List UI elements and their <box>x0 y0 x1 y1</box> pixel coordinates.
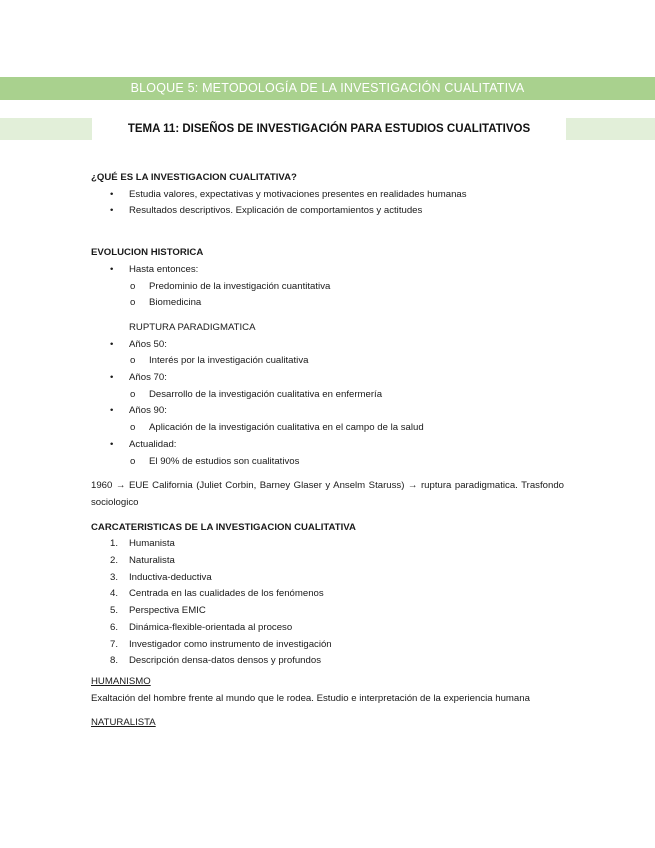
block-title-banner <box>0 77 655 100</box>
humanismo-text: Exaltación del hombre frente al mundo que le rodea. Estudio e interpretación de la experiencia humana <box>91 692 530 704</box>
historical-note: 1960 → EUE California (Juliet Corbin, Barney Glaser y Anselm Staruss) → ruptura paradigmatica. Trasfondo sociologico <box>91 480 564 508</box>
sub-list-item: o Desarrollo de la investigación cualitativa en enfermería <box>91 387 564 404</box>
numbered-item: 1. Humanista <box>110 538 175 550</box>
sub-list-item: o Biomedicina <box>91 295 564 312</box>
sub-list-item: o El 90% de estudios son cualitativos <box>91 454 564 471</box>
numbered-item: 3. Inductiva-deductiva <box>110 571 212 583</box>
section-heading-que-es: ¿QUÉ ES LA INVESTIGACION CUALITATIVA? <box>91 172 297 183</box>
numbered-item: 6. Dinámica-flexible-orientada al proceso <box>110 621 293 633</box>
topic-title: TEMA 11: DISEÑOS DE INVESTIGACIÓN PARA ESTUDIOS CUALITATIVOS <box>92 118 566 140</box>
ruptura-label: RUPTURA PARADIGMATICA <box>129 321 256 333</box>
list-item: • Actualidad: <box>91 437 564 454</box>
list-item: • Hasta entonces: <box>91 262 564 279</box>
periods-list <box>91 337 564 471</box>
section-heading-caracteristicas: CARCATERISTICAS DE LA INVESTIGACION CUALITATIVA <box>91 521 356 533</box>
sub-list-item: o Predominio de la investigación cuantitativa <box>91 279 564 296</box>
list-item: • Resultados descriptivos. Explicación de comportamientos y actitudes <box>91 203 564 220</box>
block-title: BLOQUE 5: METODOLOGÍA DE LA INVESTIGACIÓN CUALITATIVA <box>130 81 525 95</box>
document-body <box>91 170 564 732</box>
sub-list-item: o Interés por la investigación cualitativa <box>91 353 564 370</box>
numbered-item: 2. Naturalista <box>110 555 175 567</box>
que-es-list <box>91 187 564 220</box>
topic-title-bar <box>0 118 655 140</box>
list-item: • Años 70: <box>91 370 564 387</box>
section-heading-evolucion: EVOLUCION HISTORICA <box>91 247 204 259</box>
list-item: • Estudia valores, expectativas y motivaciones presentes en realidades humanas <box>91 187 564 204</box>
numbered-item: 5. Perspectiva EMIC <box>110 605 206 617</box>
section-heading-naturalista: NATURALISTA <box>91 717 156 729</box>
numbered-item: 8. Descripción densa-datos densos y profundos <box>110 655 321 667</box>
numbered-item: 4. Centrada en las cualidades de los fenómenos <box>110 588 324 600</box>
numbered-item: 7. Investigador como instrumento de investigación <box>110 638 332 650</box>
evolucion-list <box>91 262 564 312</box>
caracteristicas-list <box>91 536 564 670</box>
list-item: • Años 90: <box>91 403 564 420</box>
sub-list-item: o Aplicación de la investigación cualitativa en el campo de la salud <box>91 420 564 437</box>
section-heading-humanismo: HUMANISMO <box>91 675 151 687</box>
list-item: • Años 50: <box>91 337 564 354</box>
